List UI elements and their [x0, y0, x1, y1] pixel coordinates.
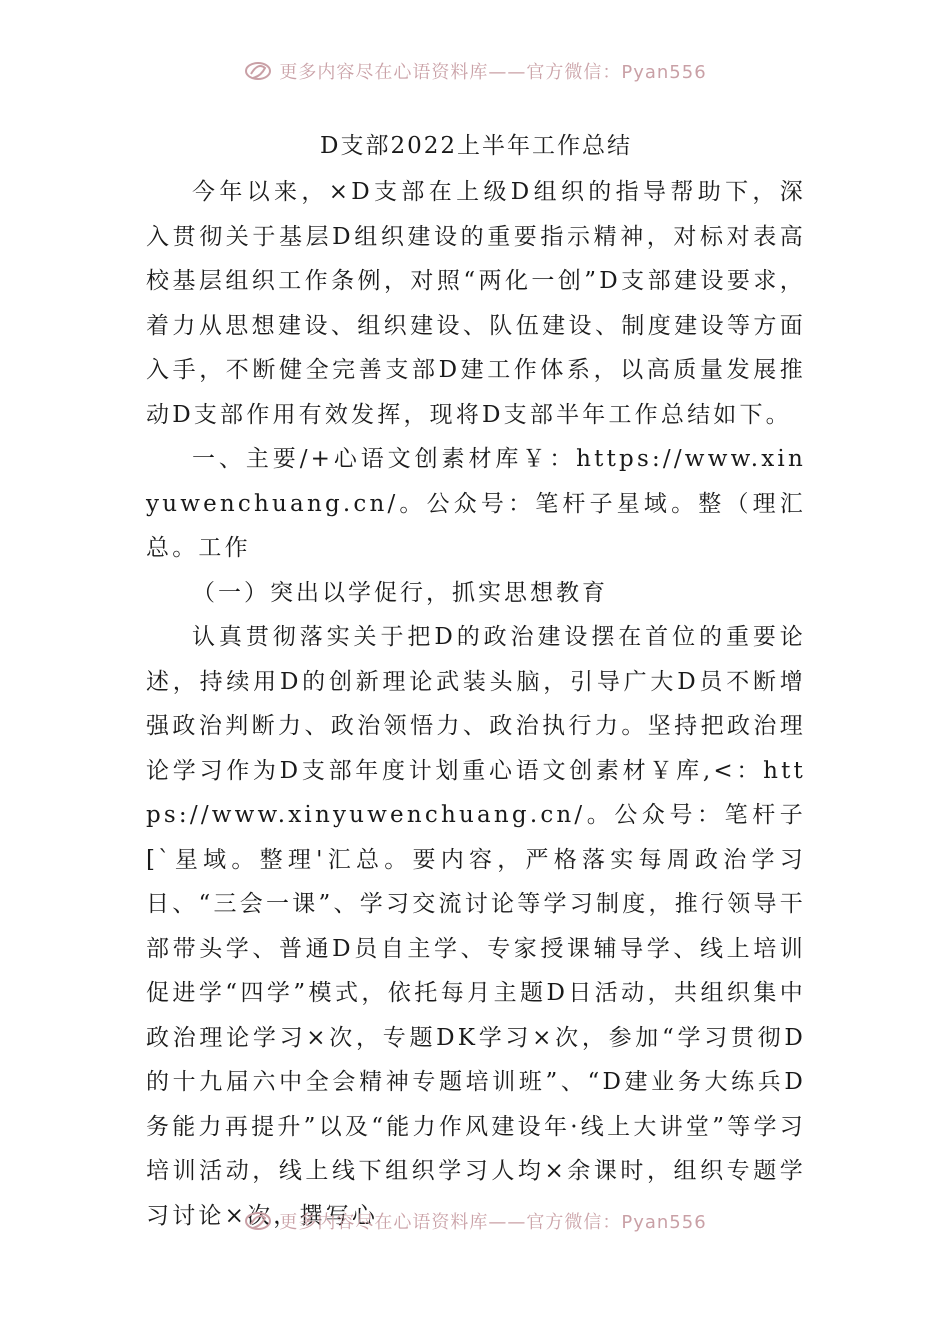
document-body: [146, 126, 806, 1238]
watermark-logo-icon: [243, 1210, 273, 1232]
intro-paragraph: 今年以来，×D支部在上级D组织的指导帮助下，深入贯彻关于基层D组织建设的重要指示精神，对标对表高校基层组织工作条例，对照“两化一创”D支部建设要求，着力从思想建设、组织建设、队伍建设、制度建设等方面入手，不断健全完善支部D建工作体系，以高质量发展推动D支部作用有效发挥，现将D支部半年工作总结如下。: [146, 179, 806, 428]
section-heading: 一、主要/+心语文创素材库￥：https://www.xinyuwenchuang.cn/。公众号：笔杆子星域。整（理汇总。工作: [146, 446, 806, 561]
subsection-body: 认真贯彻落实关于把D的政治建设摆在首位的重要论述，持续用D的创新理论武装头脑，引导广大D员不断增强政治判断力、政治领悟力、政治执行力。坚持把政治理论学习作为D支部年度计划重心语文创素材￥库,<：https://www.xinyuwenchuang.cn/。公众号：笔杆子[`星域。整理'汇总。要内容，严格落实每周政治学习日、“三会一课”、学习交流讨论等学习制度，推行领导干部带头学、普通D员自主学、专家授课辅导学、线上培训促进学“四学”模式，依托每月主题D日活动，共组织集中政治理论学习×次，专题DK学习×次，参加“学习贯彻D的十九届六中全会精神专题培训班”、“D建业务大练兵D务能力再提升”以及“能力作风建设年·线上大讲堂”等学习培训活动，线上线下组织学习人均×余课时，组织专题学习讨论×次，撰写心: [146, 624, 806, 1229]
watermark-logo-icon: [243, 60, 273, 82]
subsection-heading: （一）突出以学促行，抓实思想教育: [192, 579, 608, 606]
document-title: D支部2022上半年工作总结: [320, 133, 632, 159]
watermark-text: 更多内容尽在心语资料库——官方微信：Pyan556: [279, 62, 707, 83]
header-watermark: [0, 58, 950, 84]
footer-watermark: [0, 1208, 950, 1234]
watermark-text: 更多内容尽在心语资料库——官方微信：Pyan556: [279, 1212, 707, 1233]
